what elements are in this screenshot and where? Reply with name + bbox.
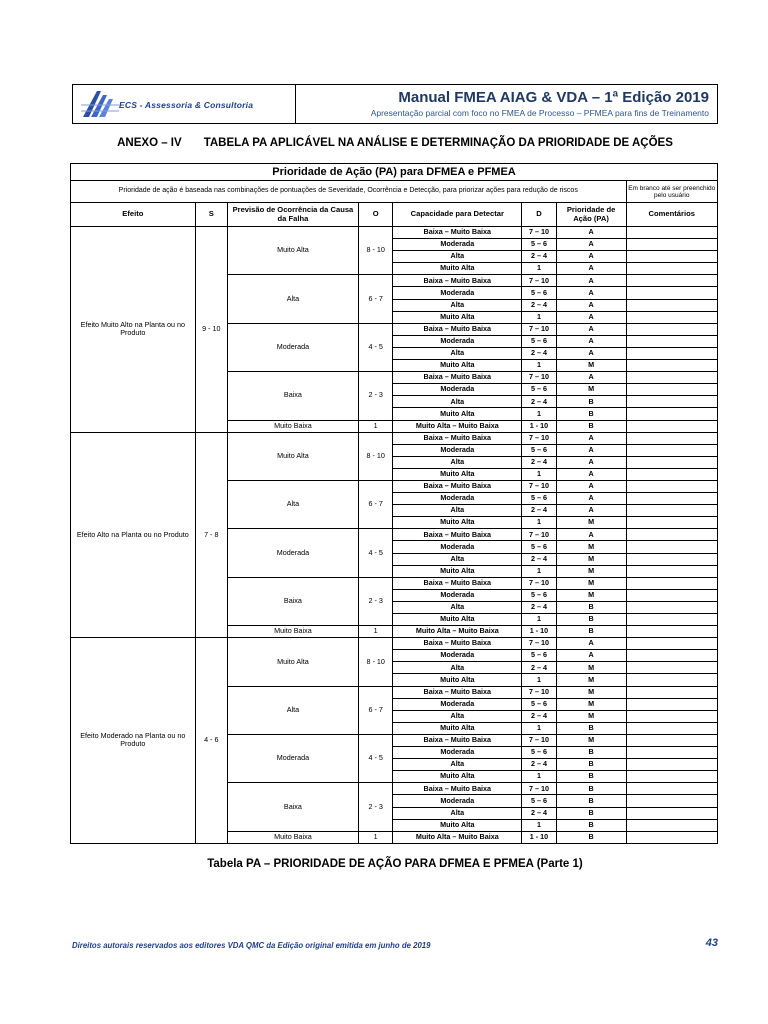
d-cell: 1 - 10 bbox=[522, 420, 556, 432]
efeito-cell: Efeito Moderado na Planta ou no Produto bbox=[71, 638, 196, 844]
table-row bbox=[71, 432, 718, 444]
d-cell: 2 – 4 bbox=[522, 807, 556, 819]
comment-cell[interactable] bbox=[626, 783, 718, 795]
col-header-comentarios: Comentários bbox=[626, 203, 718, 227]
d-cell: 2 – 4 bbox=[522, 251, 556, 263]
capacidade-cell: Moderada bbox=[393, 239, 522, 251]
pa-cell: M bbox=[556, 662, 626, 674]
d-cell: 5 – 6 bbox=[522, 239, 556, 251]
capacidade-cell: Muito Alta – Muito Baixa bbox=[393, 831, 522, 843]
pa-cell: A bbox=[556, 372, 626, 384]
d-cell: 5 – 6 bbox=[522, 795, 556, 807]
comment-cell[interactable] bbox=[626, 311, 718, 323]
capacidade-cell: Moderada bbox=[393, 444, 522, 456]
pa-cell: A bbox=[556, 444, 626, 456]
d-cell: 5 – 6 bbox=[522, 335, 556, 347]
capacidade-cell: Baixa – Muito Baixa bbox=[393, 529, 522, 541]
previsao-cell: Alta bbox=[227, 480, 358, 528]
d-cell: 5 – 6 bbox=[522, 444, 556, 456]
comment-cell[interactable] bbox=[626, 577, 718, 589]
pa-cell: A bbox=[556, 287, 626, 299]
capacidade-cell: Baixa – Muito Baixa bbox=[393, 783, 522, 795]
pa-cell: B bbox=[556, 795, 626, 807]
table-intro: Prioridade de ação é baseada nas combinações de pontuações de Severidade, Ocorrência e Detecção, para priorizar ações para redução de riscos bbox=[71, 181, 627, 203]
pa-cell: M bbox=[556, 360, 626, 372]
pa-cell: A bbox=[556, 227, 626, 239]
comment-cell[interactable] bbox=[626, 444, 718, 456]
capacidade-cell: Moderada bbox=[393, 747, 522, 759]
d-cell: 2 – 4 bbox=[522, 347, 556, 359]
ecs-logo-icon bbox=[79, 87, 123, 121]
pa-cell: A bbox=[556, 239, 626, 251]
comment-cell[interactable] bbox=[626, 626, 718, 638]
annex-label: ANEXO – IV bbox=[117, 137, 182, 149]
comment-cell[interactable] bbox=[626, 299, 718, 311]
comment-cell[interactable] bbox=[626, 734, 718, 746]
d-cell: 7 – 10 bbox=[522, 783, 556, 795]
title-cell bbox=[296, 85, 717, 123]
capacidade-cell: Muito Alta bbox=[393, 468, 522, 480]
comment-cell[interactable] bbox=[626, 360, 718, 372]
o-cell: 2 - 3 bbox=[358, 783, 392, 831]
previsao-cell: Baixa bbox=[227, 372, 358, 420]
pa-cell: M bbox=[556, 565, 626, 577]
pa-cell: B bbox=[556, 759, 626, 771]
comments-note: Em branco até ser preenchido pelo usuário bbox=[626, 181, 718, 203]
pa-cell: B bbox=[556, 408, 626, 420]
pa-cell: M bbox=[556, 541, 626, 553]
capacidade-cell: Baixa – Muito Baixa bbox=[393, 227, 522, 239]
capacidade-cell: Alta bbox=[393, 396, 522, 408]
d-cell: 2 – 4 bbox=[522, 396, 556, 408]
comment-cell[interactable] bbox=[626, 819, 718, 831]
annex-title: TABELA PA APLICÁVEL NA ANÁLISE E DETERMINAÇÃO DA PRIORIDADE DE AÇÕES bbox=[203, 137, 673, 149]
pa-cell: B bbox=[556, 722, 626, 734]
pa-cell: M bbox=[556, 686, 626, 698]
table-body bbox=[71, 227, 718, 844]
capacidade-cell: Baixa – Muito Baixa bbox=[393, 734, 522, 746]
d-cell: 7 – 10 bbox=[522, 372, 556, 384]
capacidade-cell: Muito Alta bbox=[393, 408, 522, 420]
comment-cell[interactable] bbox=[626, 601, 718, 613]
capacidade-cell: Moderada bbox=[393, 541, 522, 553]
capacidade-cell: Baixa – Muito Baixa bbox=[393, 372, 522, 384]
previsao-cell: Muito Baixa bbox=[227, 831, 358, 843]
capacidade-cell: Muito Alta bbox=[393, 614, 522, 626]
capacidade-cell: Alta bbox=[393, 553, 522, 565]
pa-cell: B bbox=[556, 396, 626, 408]
d-cell: 5 – 6 bbox=[522, 541, 556, 553]
pa-cell: A bbox=[556, 505, 626, 517]
comment-cell[interactable] bbox=[626, 432, 718, 444]
comment-cell[interactable] bbox=[626, 275, 718, 287]
pa-cell: A bbox=[556, 335, 626, 347]
pa-cell: B bbox=[556, 819, 626, 831]
d-cell: 1 bbox=[522, 468, 556, 480]
pa-cell: A bbox=[556, 275, 626, 287]
document-header bbox=[72, 84, 718, 124]
pa-cell: B bbox=[556, 626, 626, 638]
d-cell: 2 – 4 bbox=[522, 662, 556, 674]
pa-cell: M bbox=[556, 674, 626, 686]
pa-cell: M bbox=[556, 553, 626, 565]
capacidade-cell: Baixa – Muito Baixa bbox=[393, 638, 522, 650]
pa-cell: A bbox=[556, 468, 626, 480]
capacidade-cell: Muito Alta bbox=[393, 360, 522, 372]
page-number: 43 bbox=[705, 937, 718, 949]
pa-cell: A bbox=[556, 456, 626, 468]
capacidade-cell: Muito Alta bbox=[393, 263, 522, 275]
comment-cell[interactable] bbox=[626, 263, 718, 275]
d-cell: 7 – 10 bbox=[522, 227, 556, 239]
capacidade-cell: Muito Alta – Muito Baixa bbox=[393, 420, 522, 432]
d-cell: 1 bbox=[522, 360, 556, 372]
d-cell: 2 – 4 bbox=[522, 601, 556, 613]
capacidade-cell: Muito Alta – Muito Baixa bbox=[393, 626, 522, 638]
capacidade-cell: Muito Alta bbox=[393, 311, 522, 323]
pa-cell: M bbox=[556, 698, 626, 710]
comment-cell[interactable] bbox=[626, 372, 718, 384]
manual-subtitle: Apresentação parcial com foco no FMEA de Processo – PFMEA para fins de Treinamento bbox=[370, 108, 709, 118]
o-cell: 1 bbox=[358, 831, 392, 843]
col-header-previsao: Previsão de Ocorrência da Causa da Falha bbox=[227, 203, 358, 227]
d-cell: 7 – 10 bbox=[522, 323, 556, 335]
comment-cell[interactable] bbox=[626, 468, 718, 480]
comment-cell[interactable] bbox=[626, 807, 718, 819]
manual-title: Manual FMEA AIAG & VDA – 1ª Edição 2019 bbox=[398, 89, 709, 106]
pa-cell: B bbox=[556, 747, 626, 759]
table-title: Prioridade de Ação (PA) para DFMEA e PFMEA bbox=[71, 164, 718, 181]
pa-cell: M bbox=[556, 710, 626, 722]
capacidade-cell: Baixa – Muito Baixa bbox=[393, 480, 522, 492]
capacidade-cell: Muito Alta bbox=[393, 674, 522, 686]
capacidade-cell: Muito Alta bbox=[393, 819, 522, 831]
d-cell: 1 bbox=[522, 311, 556, 323]
d-cell: 7 – 10 bbox=[522, 638, 556, 650]
pa-cell: B bbox=[556, 831, 626, 843]
capacidade-cell: Baixa – Muito Baixa bbox=[393, 323, 522, 335]
comment-cell[interactable] bbox=[626, 674, 718, 686]
d-cell: 2 – 4 bbox=[522, 759, 556, 771]
capacidade-cell: Muito Alta bbox=[393, 517, 522, 529]
comment-cell[interactable] bbox=[626, 287, 718, 299]
d-cell: 5 – 6 bbox=[522, 650, 556, 662]
comment-cell[interactable] bbox=[626, 517, 718, 529]
d-cell: 1 bbox=[522, 408, 556, 420]
d-cell: 1 bbox=[522, 722, 556, 734]
comment-cell[interactable] bbox=[626, 505, 718, 517]
pa-cell: B bbox=[556, 614, 626, 626]
comment-cell[interactable] bbox=[626, 662, 718, 674]
s-cell: 4 - 6 bbox=[195, 638, 227, 844]
previsao-cell: Muito Alta bbox=[227, 638, 358, 686]
pa-cell: A bbox=[556, 251, 626, 263]
comment-cell[interactable] bbox=[626, 553, 718, 565]
pa-cell: A bbox=[556, 493, 626, 505]
pa-cell: M bbox=[556, 577, 626, 589]
capacidade-cell: Moderada bbox=[393, 650, 522, 662]
capacidade-cell: Baixa – Muito Baixa bbox=[393, 686, 522, 698]
col-header-d: D bbox=[522, 203, 556, 227]
table-caption: Tabela PA – PRIORIDADE DE AÇÃO PARA DFMEA E PFMEA (Parte 1) bbox=[207, 858, 583, 870]
o-cell: 6 - 7 bbox=[358, 275, 392, 323]
pa-cell: B bbox=[556, 771, 626, 783]
comment-cell[interactable] bbox=[626, 384, 718, 396]
d-cell: 7 – 10 bbox=[522, 686, 556, 698]
comment-cell[interactable] bbox=[626, 456, 718, 468]
comment-cell[interactable] bbox=[626, 747, 718, 759]
previsao-cell: Moderada bbox=[227, 734, 358, 782]
capacidade-cell: Alta bbox=[393, 662, 522, 674]
capacidade-cell: Moderada bbox=[393, 698, 522, 710]
previsao-cell: Moderada bbox=[227, 529, 358, 577]
table-row bbox=[71, 638, 718, 650]
comment-cell[interactable] bbox=[626, 710, 718, 722]
previsao-cell: Muito Baixa bbox=[227, 420, 358, 432]
pa-cell: A bbox=[556, 347, 626, 359]
capacidade-cell: Alta bbox=[393, 505, 522, 517]
capacidade-cell: Muito Alta bbox=[393, 565, 522, 577]
comment-cell[interactable] bbox=[626, 251, 718, 263]
efeito-cell: Efeito Alto na Planta ou no Produto bbox=[71, 432, 196, 638]
d-cell: 5 – 6 bbox=[522, 698, 556, 710]
d-cell: 7 – 10 bbox=[522, 480, 556, 492]
capacidade-cell: Moderada bbox=[393, 335, 522, 347]
capacidade-cell: Alta bbox=[393, 251, 522, 263]
d-cell: 1 bbox=[522, 565, 556, 577]
previsao-cell: Muito Alta bbox=[227, 227, 358, 275]
pa-cell: A bbox=[556, 299, 626, 311]
comment-cell[interactable] bbox=[626, 323, 718, 335]
pa-cell: A bbox=[556, 480, 626, 492]
d-cell: 5 – 6 bbox=[522, 589, 556, 601]
capacidade-cell: Alta bbox=[393, 807, 522, 819]
o-cell: 4 - 5 bbox=[358, 529, 392, 577]
logo-text: ECS - Assessoria & Consultoria bbox=[119, 100, 254, 110]
capacidade-cell: Moderada bbox=[393, 493, 522, 505]
capacidade-cell: Alta bbox=[393, 710, 522, 722]
d-cell: 2 – 4 bbox=[522, 456, 556, 468]
comment-cell[interactable] bbox=[626, 335, 718, 347]
capacidade-cell: Moderada bbox=[393, 795, 522, 807]
annex-heading bbox=[72, 137, 718, 149]
previsao-cell: Muito Baixa bbox=[227, 626, 358, 638]
footer-copyright: Direitos autorais reservados aos editores VDA QMC da Edição original emitida em junho de 2019 bbox=[72, 941, 431, 950]
comment-cell[interactable] bbox=[626, 529, 718, 541]
o-cell: 2 - 3 bbox=[358, 372, 392, 420]
pa-cell: M bbox=[556, 734, 626, 746]
o-cell: 8 - 10 bbox=[358, 432, 392, 480]
capacidade-cell: Muito Alta bbox=[393, 722, 522, 734]
pa-cell: A bbox=[556, 432, 626, 444]
comment-cell[interactable] bbox=[626, 227, 718, 239]
previsao-cell: Moderada bbox=[227, 323, 358, 371]
comment-cell[interactable] bbox=[626, 541, 718, 553]
logo-cell bbox=[73, 85, 296, 123]
col-header-capacidade: Capacidade para Detectar bbox=[393, 203, 522, 227]
d-cell: 2 – 4 bbox=[522, 710, 556, 722]
o-cell: 1 bbox=[358, 626, 392, 638]
d-cell: 1 bbox=[522, 771, 556, 783]
d-cell: 5 – 6 bbox=[522, 287, 556, 299]
d-cell: 5 – 6 bbox=[522, 384, 556, 396]
pa-cell: A bbox=[556, 311, 626, 323]
s-cell: 9 - 10 bbox=[195, 227, 227, 433]
capacidade-cell: Alta bbox=[393, 299, 522, 311]
previsao-cell: Alta bbox=[227, 686, 358, 734]
d-cell: 1 bbox=[522, 614, 556, 626]
previsao-cell: Muito Alta bbox=[227, 432, 358, 480]
pa-cell: B bbox=[556, 783, 626, 795]
d-cell: 1 bbox=[522, 517, 556, 529]
d-cell: 2 – 4 bbox=[522, 553, 556, 565]
capacidade-cell: Moderada bbox=[393, 287, 522, 299]
comment-cell[interactable] bbox=[626, 614, 718, 626]
d-cell: 7 – 10 bbox=[522, 275, 556, 287]
comment-cell[interactable] bbox=[626, 831, 718, 843]
o-cell: 6 - 7 bbox=[358, 686, 392, 734]
comment-cell[interactable] bbox=[626, 396, 718, 408]
comment-cell[interactable] bbox=[626, 565, 718, 577]
pa-cell: A bbox=[556, 650, 626, 662]
o-cell: 4 - 5 bbox=[358, 323, 392, 371]
pa-cell: B bbox=[556, 420, 626, 432]
table-row bbox=[71, 227, 718, 239]
previsao-cell: Baixa bbox=[227, 783, 358, 831]
previsao-cell: Baixa bbox=[227, 577, 358, 625]
d-cell: 1 bbox=[522, 819, 556, 831]
comment-cell[interactable] bbox=[626, 722, 718, 734]
capacidade-cell: Alta bbox=[393, 456, 522, 468]
comment-cell[interactable] bbox=[626, 589, 718, 601]
col-header-o: O bbox=[358, 203, 392, 227]
capacidade-cell: Moderada bbox=[393, 589, 522, 601]
o-cell: 4 - 5 bbox=[358, 734, 392, 782]
o-cell: 8 - 10 bbox=[358, 227, 392, 275]
pa-cell: A bbox=[556, 529, 626, 541]
d-cell: 1 - 10 bbox=[522, 831, 556, 843]
capacidade-cell: Alta bbox=[393, 601, 522, 613]
d-cell: 1 - 10 bbox=[522, 626, 556, 638]
o-cell: 2 - 3 bbox=[358, 577, 392, 625]
comment-cell[interactable] bbox=[626, 347, 718, 359]
o-cell: 6 - 7 bbox=[358, 480, 392, 528]
comment-cell[interactable] bbox=[626, 480, 718, 492]
comment-cell[interactable] bbox=[626, 795, 718, 807]
col-header-prioridade: Prioridade de Ação (PA) bbox=[556, 203, 626, 227]
d-cell: 7 – 10 bbox=[522, 432, 556, 444]
comment-cell[interactable] bbox=[626, 239, 718, 251]
d-cell: 5 – 6 bbox=[522, 493, 556, 505]
comment-cell[interactable] bbox=[626, 408, 718, 420]
comment-cell[interactable] bbox=[626, 493, 718, 505]
previsao-cell: Alta bbox=[227, 275, 358, 323]
pa-cell: A bbox=[556, 263, 626, 275]
comment-cell[interactable] bbox=[626, 771, 718, 783]
col-header-efeito: Efeito bbox=[71, 203, 196, 227]
comment-cell[interactable] bbox=[626, 638, 718, 650]
d-cell: 7 – 10 bbox=[522, 577, 556, 589]
capacidade-cell: Alta bbox=[393, 759, 522, 771]
pa-cell: B bbox=[556, 601, 626, 613]
pa-cell: A bbox=[556, 323, 626, 335]
capacidade-cell: Moderada bbox=[393, 384, 522, 396]
d-cell: 7 – 10 bbox=[522, 529, 556, 541]
d-cell: 1 bbox=[522, 263, 556, 275]
d-cell: 7 – 10 bbox=[522, 734, 556, 746]
d-cell: 1 bbox=[522, 674, 556, 686]
comment-cell[interactable] bbox=[626, 650, 718, 662]
o-cell: 8 - 10 bbox=[358, 638, 392, 686]
pa-cell: M bbox=[556, 589, 626, 601]
d-cell: 2 – 4 bbox=[522, 505, 556, 517]
comment-cell[interactable] bbox=[626, 759, 718, 771]
comment-cell[interactable] bbox=[626, 686, 718, 698]
pa-cell: B bbox=[556, 807, 626, 819]
d-cell: 5 – 6 bbox=[522, 747, 556, 759]
capacidade-cell: Muito Alta bbox=[393, 771, 522, 783]
comment-cell[interactable] bbox=[626, 698, 718, 710]
pa-cell: A bbox=[556, 638, 626, 650]
capacidade-cell: Baixa – Muito Baixa bbox=[393, 275, 522, 287]
comment-cell[interactable] bbox=[626, 420, 718, 432]
o-cell: 1 bbox=[358, 420, 392, 432]
efeito-cell: Efeito Muito Alto na Planta ou no Produto bbox=[71, 227, 196, 433]
pa-cell: M bbox=[556, 384, 626, 396]
col-header-s: S bbox=[195, 203, 227, 227]
priority-table bbox=[70, 163, 718, 844]
capacidade-cell: Baixa – Muito Baixa bbox=[393, 432, 522, 444]
capacidade-cell: Baixa – Muito Baixa bbox=[393, 577, 522, 589]
d-cell: 2 – 4 bbox=[522, 299, 556, 311]
capacidade-cell: Alta bbox=[393, 347, 522, 359]
s-cell: 7 - 8 bbox=[195, 432, 227, 638]
pa-cell: M bbox=[556, 517, 626, 529]
